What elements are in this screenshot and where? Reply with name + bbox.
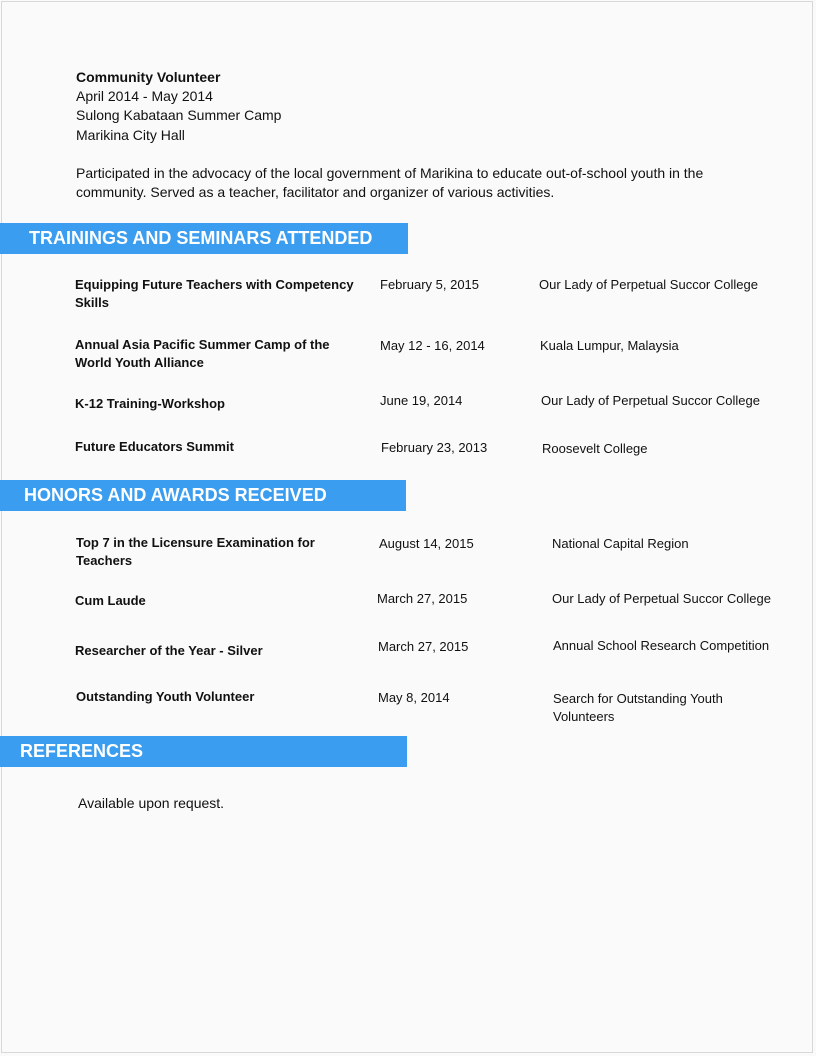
training-place: Kuala Lumpur, Malaysia	[540, 338, 679, 353]
honor-place: Our Lady of Perpetual Succor College	[552, 591, 771, 606]
honor-title: Researcher of the Year - Silver	[75, 643, 263, 658]
honor-place: National Capital Region	[552, 536, 689, 551]
training-place: Roosevelt College	[542, 441, 648, 456]
honor-title: Top 7 in the Licensure Examination for Teachers	[76, 535, 315, 568]
trainings-section-header: TRAININGS AND SEMINARS ATTENDED	[0, 223, 408, 254]
training-title: K-12 Training-Workshop	[75, 396, 225, 411]
training-date: June 19, 2014	[380, 393, 463, 408]
volunteer-dates: April 2014 - May 2014	[76, 88, 213, 104]
honor-title: Outstanding Youth Volunteer	[76, 689, 255, 704]
training-date: February 23, 2013	[381, 440, 488, 455]
references-text: Available upon request.	[78, 795, 225, 811]
honor-place: Search for Outstanding Youth Volunteers	[553, 691, 723, 724]
volunteer-description: Participated in the advocacy of the local government of Marikina to educate out-of-school youth in the community. Served as a teacher, facilitator and organizer of various activities.	[76, 165, 704, 200]
honors-section-header: HONORS AND AWARDS RECEIVED	[0, 480, 406, 511]
training-place: Our Lady of Perpetual Succor College	[541, 393, 760, 408]
honor-date: March 27, 2015	[378, 639, 469, 654]
training-date: May 12 - 16, 2014	[380, 338, 485, 353]
training-place: Our Lady of Perpetual Succor College	[539, 277, 758, 292]
volunteer-location: Marikina City Hall	[76, 127, 185, 143]
honor-title: Cum Laude	[75, 593, 146, 608]
honor-date: May 8, 2014	[378, 690, 450, 705]
training-title: Equipping Future Teachers with Competency Skills	[75, 277, 354, 310]
training-date: February 5, 2015	[380, 277, 480, 292]
volunteer-program: Sulong Kabataan Summer Camp	[76, 107, 282, 123]
references-section-header: REFERENCES	[0, 736, 407, 767]
honor-date: August 14, 2015	[379, 536, 474, 551]
page-border	[1, 1, 813, 1053]
training-title: Annual Asia Pacific Summer Camp of the World Youth Alliance	[75, 337, 330, 370]
volunteer-title: Community Volunteer	[76, 69, 221, 85]
training-title: Future Educators Summit	[75, 439, 234, 454]
honor-place: Annual School Research Competition	[553, 638, 770, 653]
honor-date: March 27, 2015	[377, 591, 468, 606]
